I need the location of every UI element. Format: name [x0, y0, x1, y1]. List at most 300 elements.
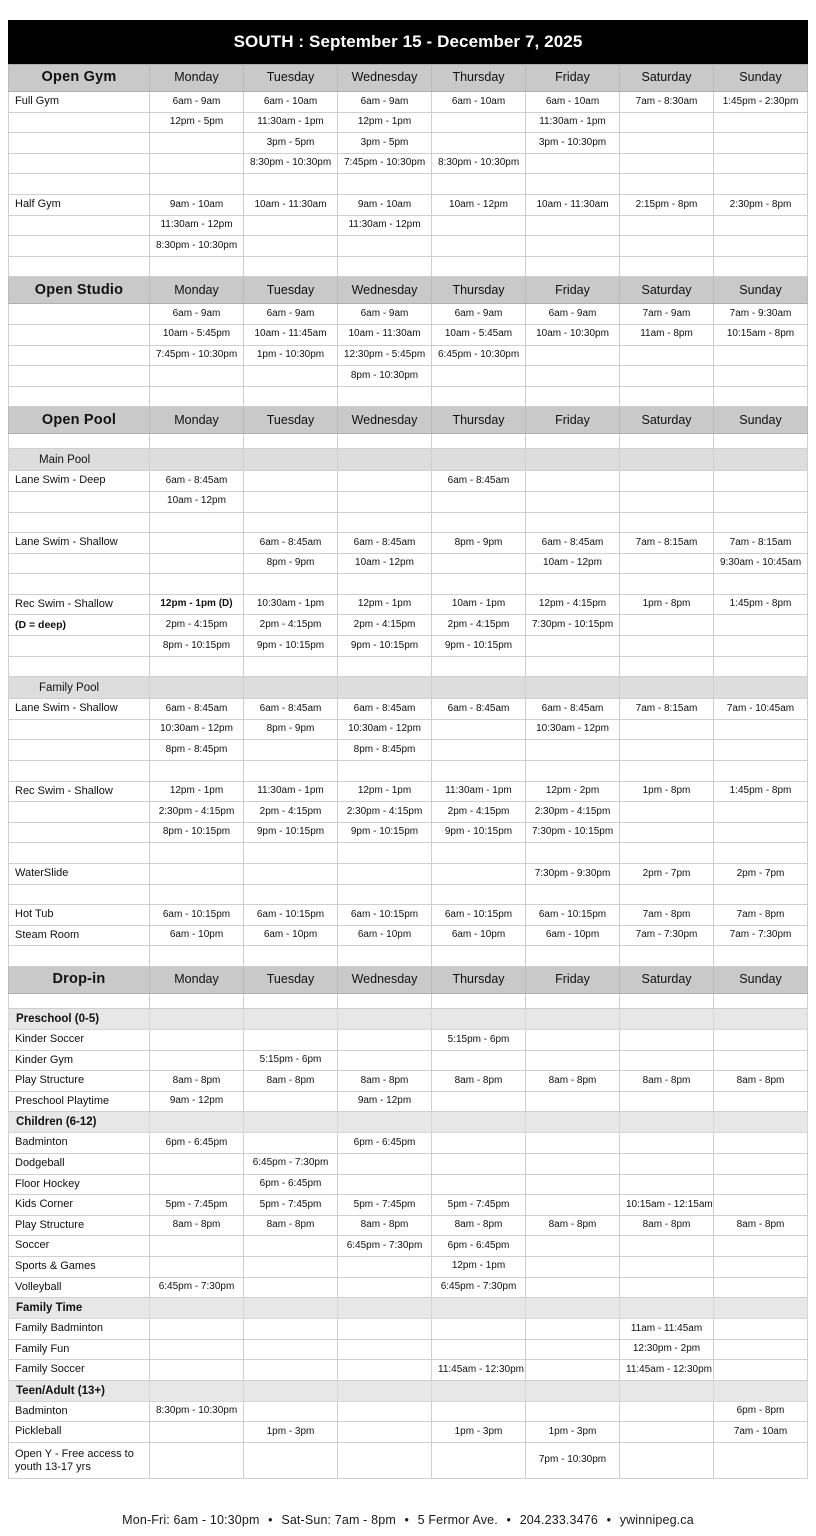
category-band-cell: [526, 1008, 620, 1029]
time-cell-thursday: 12pm - 1pm: [432, 1256, 526, 1277]
spacer-cell: [432, 656, 526, 677]
group-band-cell: [526, 677, 620, 699]
activity-label-rec-swim-shallow: Rec Swim - Shallow: [9, 594, 150, 615]
category-band-cell: [244, 1112, 338, 1133]
spacer-cell: [150, 843, 244, 864]
time-cell-tuesday: 8:30pm - 10:30pm: [244, 153, 338, 174]
spacer-cell: [714, 843, 808, 864]
time-cell-thursday: [432, 1339, 526, 1360]
time-cell-wednesday: [338, 1339, 432, 1360]
time-cell-wednesday: 12:30pm - 5:45pm: [338, 345, 432, 366]
time-cell-wednesday: 6am - 9am: [338, 304, 432, 325]
time-cell-monday: 9am - 10am: [150, 194, 244, 215]
category-band-cell: [432, 1298, 526, 1319]
time-cell-wednesday: [338, 1050, 432, 1071]
activity-label-kids-corner: Kids Corner: [9, 1195, 150, 1216]
category-band-row: [9, 1298, 808, 1319]
time-cell-sunday: [714, 1443, 808, 1479]
time-cell-saturday: [620, 1236, 714, 1257]
time-cell-friday: [526, 1401, 620, 1422]
time-cell-tuesday: [244, 1256, 338, 1277]
footer-hours-weekend: Sat-Sun: 7am - 8pm: [281, 1513, 396, 1528]
time-cell-tuesday: [244, 1236, 338, 1257]
activity-label-empty: [9, 636, 150, 657]
time-cell-sunday: [714, 1153, 808, 1174]
time-cell-saturday: [620, 1277, 714, 1298]
time-cell-monday: [150, 1174, 244, 1195]
time-cell-wednesday: 11:30am - 12pm: [338, 215, 432, 236]
category-band-cell: [150, 1008, 244, 1029]
activity-label-d-deep: (D = deep): [9, 615, 150, 636]
time-cell-thursday: 6am - 8:45am: [432, 699, 526, 720]
group-band-row: [9, 449, 808, 471]
activity-label-empty: [9, 236, 150, 257]
time-cell-thursday: 10am - 12pm: [432, 194, 526, 215]
category-band-cell: [150, 1298, 244, 1319]
activity-label-lane-swim-deep: Lane Swim - Deep: [9, 471, 150, 492]
category-band-cell: [620, 1112, 714, 1133]
schedule-row: [9, 1153, 808, 1174]
schedule-row: [9, 1215, 808, 1236]
schedule-row: [9, 1360, 808, 1381]
time-cell-tuesday: 1pm - 3pm: [244, 1422, 338, 1443]
time-cell-sunday: 2:30pm - 8pm: [714, 194, 808, 215]
time-cell-tuesday: [244, 1029, 338, 1050]
schedule-row: [9, 615, 808, 636]
time-cell-monday: 8pm - 10:15pm: [150, 636, 244, 657]
time-cell-thursday: 8:30pm - 10:30pm: [432, 153, 526, 174]
spacer-cell: [620, 434, 714, 449]
day-header-wednesday: Wednesday: [338, 277, 432, 304]
time-cell-wednesday: 6pm - 6:45pm: [338, 1133, 432, 1154]
day-header-monday: Monday: [150, 407, 244, 434]
section-title-open-studio: Open Studio: [9, 277, 150, 304]
spacer-cell: [244, 884, 338, 905]
time-cell-tuesday: [244, 1360, 338, 1381]
spacer-cell: [338, 761, 432, 782]
time-cell-monday: [150, 1236, 244, 1257]
time-cell-wednesday: 6am - 10pm: [338, 925, 432, 946]
spacer-cell: [526, 574, 620, 595]
time-cell-saturday: [620, 236, 714, 257]
time-cell-friday: 6am - 9am: [526, 304, 620, 325]
time-cell-friday: [526, 740, 620, 761]
spacer-cell: [620, 843, 714, 864]
time-cell-friday: [526, 1091, 620, 1112]
schedule-row: [9, 802, 808, 823]
time-cell-wednesday: [338, 1443, 432, 1479]
spacer-cell: [714, 656, 808, 677]
spacer-cell: [620, 386, 714, 407]
time-cell-saturday: 7am - 9am: [620, 304, 714, 325]
day-header-saturday: Saturday: [620, 65, 714, 92]
spacer-cell: [432, 256, 526, 277]
time-cell-tuesday: 6pm - 6:45pm: [244, 1174, 338, 1195]
spacer-cell: [526, 884, 620, 905]
time-cell-saturday: 2pm - 7pm: [620, 864, 714, 885]
time-cell-tuesday: 11:30am - 1pm: [244, 112, 338, 133]
group-band-cell: [526, 449, 620, 471]
spacer-row: [9, 993, 808, 1008]
time-cell-thursday: 8am - 8pm: [432, 1215, 526, 1236]
time-cell-sunday: [714, 740, 808, 761]
activity-label-kinder-soccer: Kinder Soccer: [9, 1029, 150, 1050]
spacer-cell: [526, 761, 620, 782]
spacer-cell: [714, 761, 808, 782]
spacer-cell: [244, 946, 338, 967]
time-cell-sunday: [714, 1360, 808, 1381]
schedule-row: [9, 1050, 808, 1071]
time-cell-tuesday: 8pm - 9pm: [244, 719, 338, 740]
spacer-cell: [150, 884, 244, 905]
schedule-row: [9, 533, 808, 554]
time-cell-thursday: 1pm - 3pm: [432, 1422, 526, 1443]
spacer-cell: [9, 174, 150, 195]
time-cell-tuesday: 9pm - 10:15pm: [244, 636, 338, 657]
spacer-cell: [150, 386, 244, 407]
time-cell-tuesday: 8am - 8pm: [244, 1071, 338, 1092]
time-cell-monday: 6am - 10:15pm: [150, 905, 244, 926]
schedule-row: [9, 133, 808, 154]
time-cell-saturday: [620, 636, 714, 657]
section-title-open-gym: Open Gym: [9, 65, 150, 92]
spacer-cell: [338, 884, 432, 905]
activity-label-empty: [9, 324, 150, 345]
time-cell-saturday: [620, 1174, 714, 1195]
time-cell-sunday: [714, 1236, 808, 1257]
spacer-row: [9, 386, 808, 407]
footer-address: 5 Fermor Ave.: [417, 1513, 498, 1528]
time-cell-sunday: 7am - 8pm: [714, 905, 808, 926]
time-cell-thursday: 5pm - 7:45pm: [432, 1195, 526, 1216]
schedule-row: [9, 1256, 808, 1277]
time-cell-friday: 8am - 8pm: [526, 1071, 620, 1092]
schedule-row: [9, 740, 808, 761]
time-cell-friday: 2:30pm - 4:15pm: [526, 802, 620, 823]
spacer-cell: [338, 656, 432, 677]
spacer-cell: [338, 843, 432, 864]
day-header-friday: Friday: [526, 65, 620, 92]
spacer-cell: [338, 946, 432, 967]
time-cell-thursday: [432, 719, 526, 740]
time-cell-saturday: [620, 1422, 714, 1443]
category-band-cell: [714, 1298, 808, 1319]
schedule-row: [9, 1195, 808, 1216]
category-title-preschool-0-5-: Preschool (0-5): [9, 1008, 150, 1029]
time-cell-tuesday: 11:30am - 1pm: [244, 781, 338, 802]
schedule-row: [9, 1029, 808, 1050]
time-cell-friday: [526, 366, 620, 387]
spacer-cell: [244, 574, 338, 595]
spacer-cell: [620, 993, 714, 1008]
spacer-cell: [9, 512, 150, 533]
schedule-row: [9, 925, 808, 946]
time-cell-tuesday: [244, 1091, 338, 1112]
time-cell-monday: 5pm - 7:45pm: [150, 1195, 244, 1216]
time-cell-sunday: 6pm - 8pm: [714, 1401, 808, 1422]
time-cell-tuesday: 6am - 8:45am: [244, 533, 338, 554]
time-cell-wednesday: 6:45pm - 7:30pm: [338, 1236, 432, 1257]
category-band-cell: [338, 1380, 432, 1401]
schedule-row: [9, 304, 808, 325]
spacer-cell: [526, 512, 620, 533]
page-title: SOUTH : September 15 - December 7, 2025: [8, 20, 808, 64]
group-band-cell: [338, 677, 432, 699]
category-band-cell: [244, 1298, 338, 1319]
time-cell-tuesday: [244, 1277, 338, 1298]
schedule-table: [8, 64, 808, 1479]
time-cell-friday: 10am - 11:30am: [526, 194, 620, 215]
time-cell-saturday: 2:15pm - 8pm: [620, 194, 714, 215]
group-band-cell: [714, 449, 808, 471]
time-cell-thursday: [432, 491, 526, 512]
time-cell-sunday: 7am - 9:30am: [714, 304, 808, 325]
category-band-cell: [526, 1380, 620, 1401]
spacer-cell: [432, 512, 526, 533]
time-cell-thursday: 6am - 10pm: [432, 925, 526, 946]
schedule-row: [9, 864, 808, 885]
time-cell-friday: [526, 215, 620, 236]
schedule-row: [9, 1236, 808, 1257]
activity-label-soccer: Soccer: [9, 1236, 150, 1257]
spacer-cell: [526, 843, 620, 864]
time-cell-friday: 7:30pm - 9:30pm: [526, 864, 620, 885]
time-cell-friday: 1pm - 3pm: [526, 1422, 620, 1443]
time-cell-wednesday: [338, 471, 432, 492]
time-cell-sunday: 7am - 10am: [714, 1422, 808, 1443]
schedule-row: [9, 491, 808, 512]
spacer-cell: [714, 256, 808, 277]
time-cell-saturday: [620, 491, 714, 512]
time-cell-thursday: 10am - 5:45am: [432, 324, 526, 345]
time-cell-thursday: [432, 112, 526, 133]
spacer-cell: [432, 884, 526, 905]
spacer-cell: [432, 761, 526, 782]
schedule-row: [9, 1339, 808, 1360]
schedule-row: [9, 324, 808, 345]
time-cell-sunday: [714, 1256, 808, 1277]
activity-label-empty: [9, 345, 150, 366]
time-cell-wednesday: 2:30pm - 4:15pm: [338, 802, 432, 823]
time-cell-friday: 6am - 10:15pm: [526, 905, 620, 926]
time-cell-wednesday: [338, 1277, 432, 1298]
time-cell-sunday: [714, 1091, 808, 1112]
spacer-cell: [150, 174, 244, 195]
spacer-cell: [9, 843, 150, 864]
time-cell-wednesday: 10am - 12pm: [338, 553, 432, 574]
time-cell-monday: 9am - 12pm: [150, 1091, 244, 1112]
time-cell-monday: 8am - 8pm: [150, 1215, 244, 1236]
spacer-row: [9, 174, 808, 195]
time-cell-wednesday: [338, 491, 432, 512]
time-cell-friday: 7:30pm - 10:15pm: [526, 822, 620, 843]
time-cell-monday: [150, 553, 244, 574]
schedule-row: [9, 153, 808, 174]
time-cell-thursday: 10am - 1pm: [432, 594, 526, 615]
schedule-row: [9, 636, 808, 657]
spacer-row: [9, 946, 808, 967]
time-cell-monday: [150, 153, 244, 174]
schedule-row: [9, 112, 808, 133]
time-cell-wednesday: 6am - 10:15pm: [338, 905, 432, 926]
time-cell-tuesday: [244, 215, 338, 236]
time-cell-thursday: 6am - 10:15pm: [432, 905, 526, 926]
day-header-wednesday: Wednesday: [338, 966, 432, 993]
time-cell-wednesday: [338, 1422, 432, 1443]
time-cell-friday: [526, 345, 620, 366]
time-cell-thursday: [432, 1401, 526, 1422]
schedule-row: [9, 1133, 808, 1154]
group-band-cell: [150, 677, 244, 699]
day-header-tuesday: Tuesday: [244, 277, 338, 304]
spacer-cell: [620, 174, 714, 195]
time-cell-monday: [150, 1256, 244, 1277]
schedule-row: [9, 1174, 808, 1195]
time-cell-tuesday: 2pm - 4:15pm: [244, 615, 338, 636]
activity-label-empty: [9, 740, 150, 761]
spacer-row: [9, 512, 808, 533]
group-band-cell: [338, 449, 432, 471]
activity-label-preschool-playtime: Preschool Playtime: [9, 1091, 150, 1112]
time-cell-friday: 7pm - 10:30pm: [526, 1443, 620, 1479]
time-cell-tuesday: 6am - 10:15pm: [244, 905, 338, 926]
time-cell-sunday: 9:30am - 10:45am: [714, 553, 808, 574]
time-cell-wednesday: [338, 1360, 432, 1381]
activity-label-dodgeball: Dodgeball: [9, 1153, 150, 1174]
time-cell-saturday: [620, 1050, 714, 1071]
time-cell-wednesday: 8am - 8pm: [338, 1215, 432, 1236]
time-cell-friday: 8am - 8pm: [526, 1215, 620, 1236]
time-cell-sunday: [714, 491, 808, 512]
category-title-children-6-12-: Children (6-12): [9, 1112, 150, 1133]
schedule-row: [9, 345, 808, 366]
spacer-row: [9, 256, 808, 277]
time-cell-friday: 6am - 8:45am: [526, 699, 620, 720]
schedule-row: [9, 1422, 808, 1443]
time-cell-monday: [150, 533, 244, 554]
footer-info: [8, 1479, 808, 1527]
activity-label-rec-swim-shallow: Rec Swim - Shallow: [9, 781, 150, 802]
spacer-cell: [620, 256, 714, 277]
spacer-cell: [244, 512, 338, 533]
time-cell-saturday: [620, 740, 714, 761]
time-cell-wednesday: 10am - 11:30am: [338, 324, 432, 345]
time-cell-wednesday: [338, 1319, 432, 1340]
time-cell-saturday: 1pm - 8pm: [620, 594, 714, 615]
time-cell-saturday: [620, 133, 714, 154]
group-title-main-pool: Main Pool: [9, 449, 150, 471]
time-cell-thursday: [432, 215, 526, 236]
footer-website[interactable]: ywinnipeg.ca: [619, 1513, 694, 1528]
time-cell-sunday: [714, 215, 808, 236]
schedule-row: [9, 1401, 808, 1422]
time-cell-thursday: 11:30am - 1pm: [432, 781, 526, 802]
time-cell-friday: [526, 1236, 620, 1257]
time-cell-monday: [150, 1153, 244, 1174]
group-band-cell: [244, 677, 338, 699]
time-cell-tuesday: 5:15pm - 6pm: [244, 1050, 338, 1071]
spacer-cell: [620, 884, 714, 905]
time-cell-monday: 10am - 5:45pm: [150, 324, 244, 345]
time-cell-friday: 7:30pm - 10:15pm: [526, 615, 620, 636]
spacer-cell: [338, 993, 432, 1008]
time-cell-sunday: [714, 1339, 808, 1360]
time-cell-saturday: [620, 1133, 714, 1154]
spacer-cell: [150, 761, 244, 782]
time-cell-sunday: 1:45pm - 8pm: [714, 781, 808, 802]
time-cell-wednesday: 9pm - 10:15pm: [338, 822, 432, 843]
day-header-thursday: Thursday: [432, 65, 526, 92]
schedule-row: [9, 92, 808, 113]
time-cell-saturday: 12:30pm - 2pm: [620, 1339, 714, 1360]
category-band-row: [9, 1380, 808, 1401]
activity-label-empty: [9, 491, 150, 512]
time-cell-tuesday: [244, 1443, 338, 1479]
schedule-row: [9, 699, 808, 720]
activity-label-hot-tub: Hot Tub: [9, 905, 150, 926]
time-cell-wednesday: 7:45pm - 10:30pm: [338, 153, 432, 174]
time-cell-wednesday: 9am - 10am: [338, 194, 432, 215]
activity-label-kinder-gym: Kinder Gym: [9, 1050, 150, 1071]
time-cell-saturday: [620, 1029, 714, 1050]
day-header-monday: Monday: [150, 65, 244, 92]
time-cell-friday: [526, 236, 620, 257]
time-cell-monday: [150, 1360, 244, 1381]
spacer-cell: [714, 946, 808, 967]
spacer-cell: [526, 174, 620, 195]
schedule-row: [9, 553, 808, 574]
schedule-row: [9, 1091, 808, 1112]
time-cell-friday: [526, 491, 620, 512]
activity-label-family-fun: Family Fun: [9, 1339, 150, 1360]
spacer-cell: [9, 946, 150, 967]
time-cell-tuesday: 1pm - 10:30pm: [244, 345, 338, 366]
spacer-cell: [9, 386, 150, 407]
activity-label-empty: [9, 215, 150, 236]
time-cell-saturday: 7am - 8:15am: [620, 699, 714, 720]
time-cell-monday: 12pm - 1pm (D): [150, 594, 244, 615]
time-cell-sunday: [714, 1029, 808, 1050]
time-cell-wednesday: [338, 1256, 432, 1277]
schedule-row: [9, 822, 808, 843]
spacer-cell: [150, 512, 244, 533]
time-cell-monday: [150, 1029, 244, 1050]
time-cell-tuesday: [244, 471, 338, 492]
time-cell-monday: 2pm - 4:15pm: [150, 615, 244, 636]
category-band-cell: [244, 1380, 338, 1401]
schedule-body: [9, 65, 808, 1479]
spacer-cell: [432, 946, 526, 967]
time-cell-friday: 12pm - 2pm: [526, 781, 620, 802]
activity-label-full-gym: Full Gym: [9, 92, 150, 113]
time-cell-tuesday: 8am - 8pm: [244, 1215, 338, 1236]
time-cell-thursday: 6pm - 6:45pm: [432, 1236, 526, 1257]
group-band-cell: [150, 449, 244, 471]
spacer-cell: [9, 656, 150, 677]
time-cell-sunday: [714, 1195, 808, 1216]
time-cell-monday: 6pm - 6:45pm: [150, 1133, 244, 1154]
time-cell-thursday: [432, 864, 526, 885]
time-cell-monday: 2:30pm - 4:15pm: [150, 802, 244, 823]
time-cell-tuesday: [244, 740, 338, 761]
activity-label-empty: [9, 366, 150, 387]
schedule-row: [9, 194, 808, 215]
time-cell-sunday: [714, 471, 808, 492]
time-cell-sunday: 7am - 8:15am: [714, 533, 808, 554]
time-cell-wednesday: 8pm - 8:45pm: [338, 740, 432, 761]
activity-label-empty: [9, 802, 150, 823]
time-cell-saturday: [620, 802, 714, 823]
